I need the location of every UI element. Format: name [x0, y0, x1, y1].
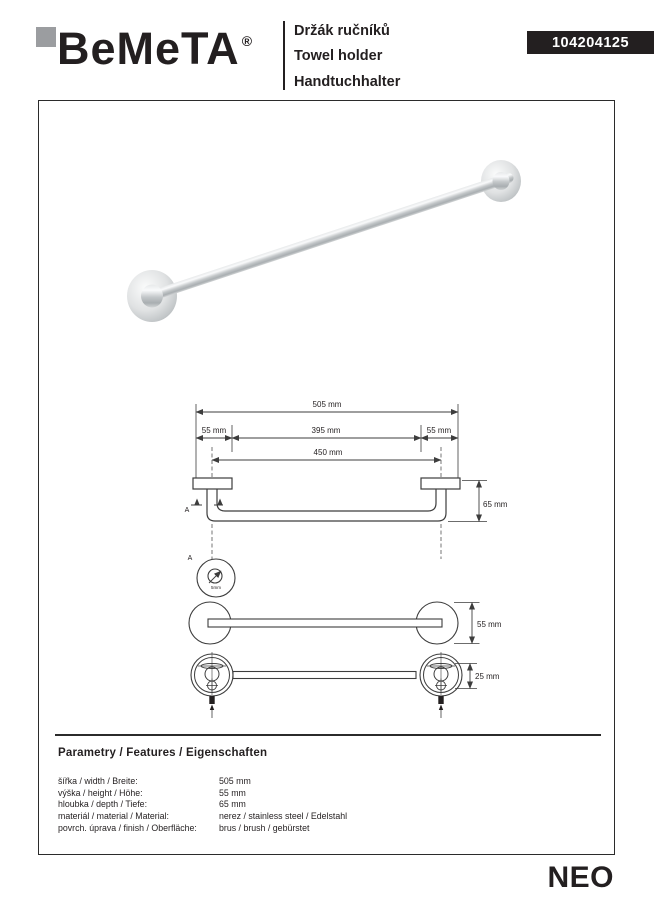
parameter-row-width	[58, 776, 578, 788]
parameter-value: brus / brush / gebürstet	[219, 822, 310, 833]
section-label: A	[184, 507, 190, 514]
technical-drawing	[160, 392, 530, 724]
detail-a	[188, 555, 235, 597]
photo-towel-bar	[157, 171, 515, 298]
dim-offset-left: 55 mm	[201, 426, 227, 435]
detail-note: 5mm	[211, 585, 221, 590]
series-name: NEO	[547, 861, 614, 894]
parameter-row-material	[58, 811, 578, 823]
dim-plate: 25 mm	[475, 672, 500, 681]
detail-label: A	[187, 555, 193, 562]
parameters-table	[58, 776, 578, 835]
dim-mount-centers: 450 mm	[313, 448, 343, 457]
top-view	[185, 400, 508, 559]
product-code-badge	[527, 31, 654, 54]
bottom-view	[191, 652, 500, 718]
bottom-view-right-mount	[420, 652, 462, 718]
brand-logo	[57, 16, 253, 74]
dim-height: 55 mm	[477, 620, 502, 629]
header-divider	[283, 21, 285, 90]
parameter-row-height	[58, 788, 578, 800]
parameter-label: hloubka / depth / Tiefe:	[58, 799, 148, 810]
parameter-label: šířka / width / Breite:	[58, 776, 138, 786]
photo-right-hub	[493, 172, 510, 190]
parameter-row-finish	[58, 823, 578, 835]
product-code: 104204125	[551, 34, 630, 51]
parameter-label: povrch. úprava / finish / Oberfläche:	[58, 822, 197, 833]
dim-depth: 65 mm	[483, 500, 508, 509]
dim-offset-right: 55 mm	[426, 426, 452, 435]
front-view	[189, 602, 502, 644]
dim-width-center: 395 mm	[311, 426, 341, 435]
dim-total-width: 505 mm	[312, 400, 342, 409]
product-titles	[294, 19, 400, 95]
brand-logo-square	[36, 27, 56, 47]
parameter-label: výška / height / Höhe:	[58, 787, 143, 798]
product-title-en: Towel holder	[294, 48, 383, 65]
parameter-label: materiál / material / Material:	[58, 811, 169, 822]
parameter-value: nerez / stainless steel / Edelstahl	[219, 811, 348, 822]
parameter-value: 505 mm	[219, 776, 251, 786]
product-title-cs: Držák ručníků	[294, 23, 390, 39]
parameters-heading: Parametry / Features / Eigenschaften	[58, 747, 268, 759]
parameters-divider	[55, 734, 601, 736]
registered-trademark-symbol: ®	[241, 33, 253, 49]
bottom-view-left-mount	[191, 652, 233, 718]
photo-left-hub	[141, 285, 163, 308]
brand-logo-text: BeMeTA	[57, 23, 240, 74]
parameter-value: 55 mm	[219, 787, 246, 798]
product-title-de: Handtuchhalter	[294, 73, 401, 90]
product-photo	[38, 100, 615, 392]
parameter-row-depth	[58, 799, 578, 811]
parameter-value: 65 mm	[219, 799, 246, 810]
